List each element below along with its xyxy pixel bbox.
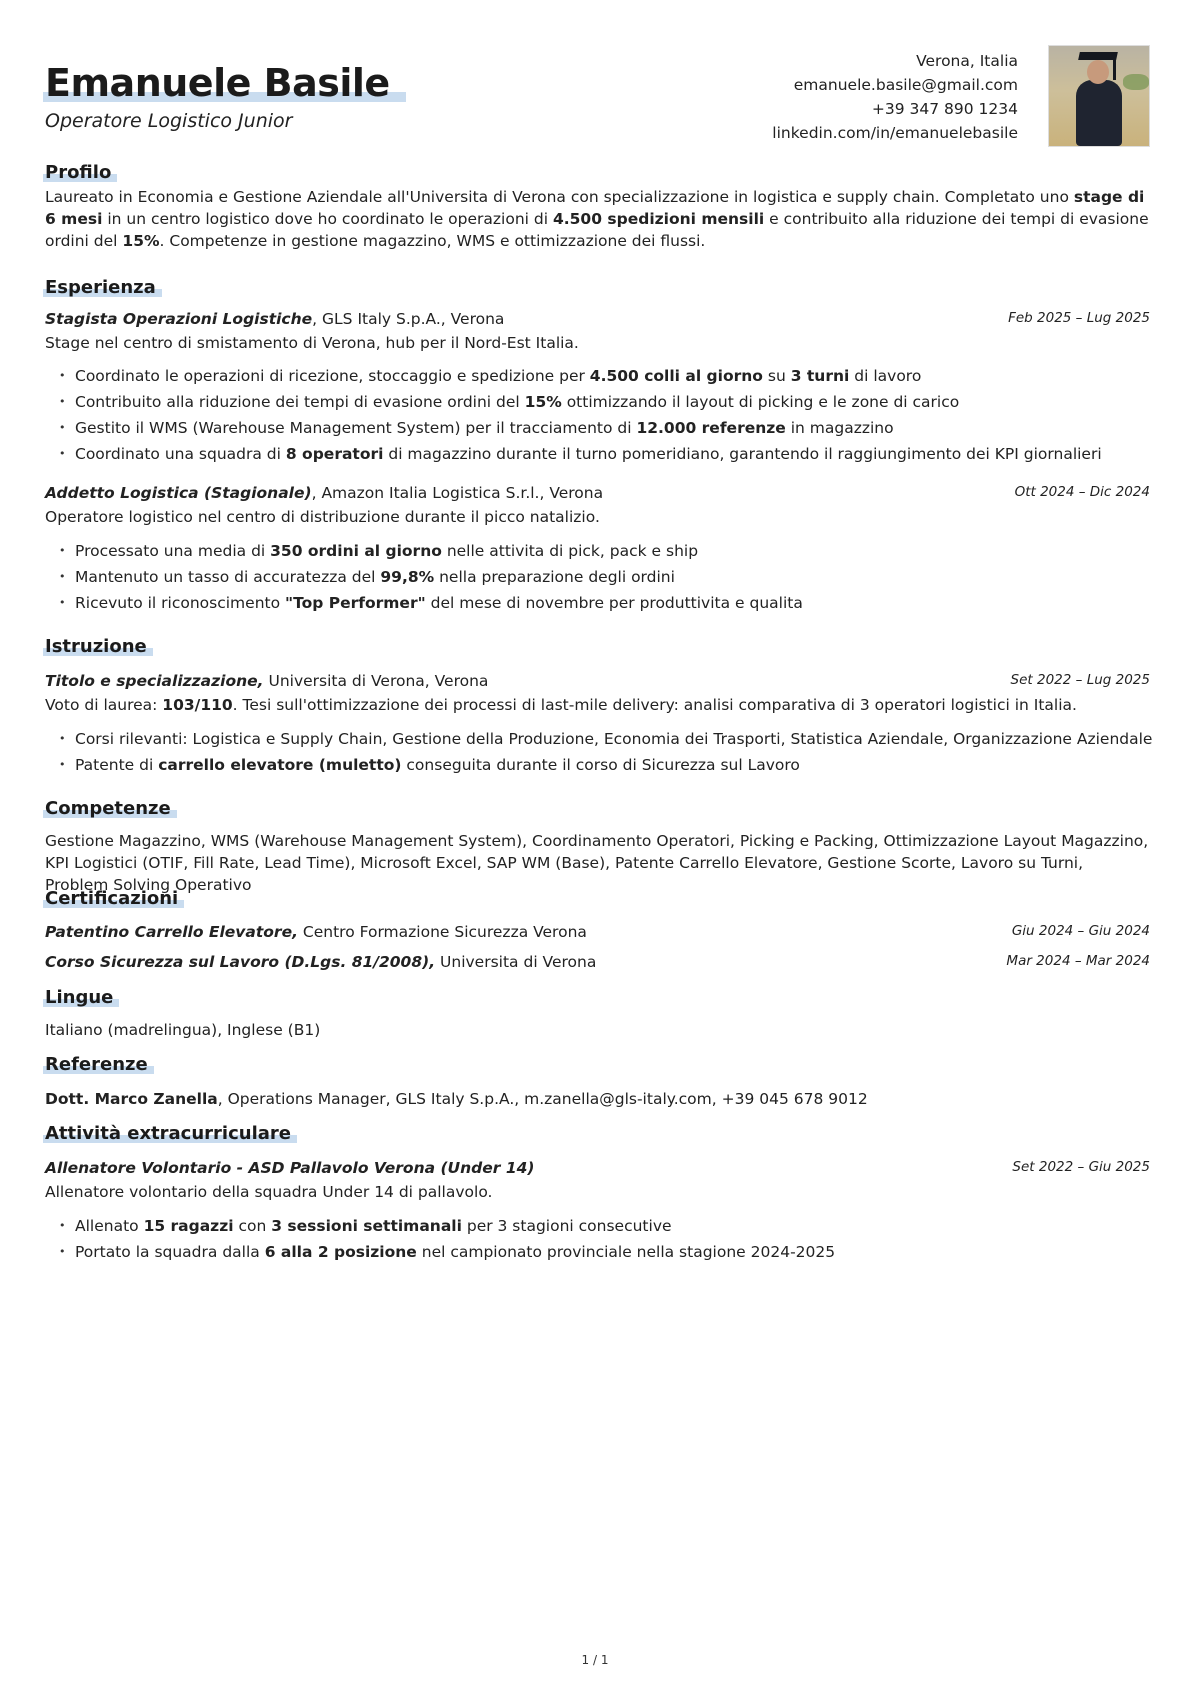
contact-linkedin[interactable]: linkedin.com/in/emanuelebasile [772,124,1018,142]
section-heading-references: Referenze [45,1054,148,1075]
certification-dates: Mar 2024 – Mar 2024 [1006,953,1150,969]
job-dates: Feb 2025 – Lug 2025 [1008,310,1150,326]
candidate-name: Emanuele Basile [45,61,390,105]
list-item: • Corsi rilevanti: Logistica e Supply Chain, Gestione della Produzione, Economia dei Trasporti, Statistica Aziendale, Organizzazione Aziendale [59,726,1152,752]
list-item: • Mantenuto un tasso di accuratezza del 99,8% nella preparazione degli ordini [59,564,803,590]
list-item: • Patente di carrello elevatore (muletto) conseguita durante il corso di Sicurezza sul Lavoro [59,752,1152,778]
job-dates: Ott 2024 – Dic 2024 [1014,484,1150,500]
skills-text: Gestione Magazzino, WMS (Warehouse Management System), Coordinamento Operatori, Picking e Packing, Ottimizzazione Layout Magazzino, KPI Logistici (OTIF, Fill Rate, Lead Time), Microsoft Excel, SAP WM (Base), Patente Carrello Elevatore, Gestione Scorte, Lavoro su Turni, Problem Solving Operativo [45,832,1149,894]
list-item: • Ricevuto il riconoscimento "Top Performer" del mese di novembre per produttivita e qualita [59,590,803,616]
contact-phone: +39 347 890 1234 [871,100,1018,118]
job-summary: Stage nel centro di smistamento di Verona, hub per il Nord-Est Italia. [45,334,579,352]
section-heading-languages: Lingue [45,987,114,1008]
contact-block [772,49,1018,145]
activity-dates: Set 2022 – Giu 2025 [1012,1159,1150,1175]
candidate-title: Operatore Logistico Junior [45,110,293,132]
job-title-line: Stagista Operazioni Logistiche, GLS Italy S.p.A., Verona [45,310,505,328]
certification-item: Patentino Carrello Elevatore, Centro Formazione Sicurezza Verona [45,923,587,941]
certification-dates: Giu 2024 – Giu 2024 [1011,923,1150,939]
job-bullets [59,363,1102,467]
section-heading-profile: Profilo [45,162,112,183]
job-title-line: Addetto Logistica (Stagionale), Amazon Italia Logistica S.r.l., Verona [45,484,604,502]
activity-bullets [59,1213,835,1265]
page-indicator: 1 / 1 [581,1653,609,1667]
list-item: • Gestito il WMS (Warehouse Management System) per il tracciamento di 12.000 referenze in magazzino [59,415,1102,441]
list-item: • Coordinato una squadra di 8 operatori di magazzino durante il turno pomeridiano, garantendo il raggiungimento dei KPI giornalieri [59,441,1102,467]
section-heading-experience: Esperienza [45,277,156,298]
job-bullets [59,538,803,616]
activity-summary: Allenatore volontario della squadra Under 14 di pallavolo. [45,1183,493,1201]
list-item: • Allenato 15 ragazzi con 3 sessioni settimanali per 3 stagioni consecutive [59,1213,835,1239]
graduation-cap-icon [1078,52,1118,60]
contact-email[interactable]: emanuele.basile@gmail.com [793,76,1018,94]
profile-photo [1048,45,1150,147]
education-title-line: Titolo e specializzazione, Universita di Verona, Verona [45,672,489,690]
certification-item: Corso Sicurezza sul Lavoro (D.Lgs. 81/2008), Universita di Verona [45,953,597,971]
profile-summary: Laureato in Economia e Gestione Aziendale all'Universita di Verona con specializzazione in logistica e supply chain. Completato uno stage di 6 mesi in un centro logistico dove ho coordinato le operazioni di 4.500 spedizioni mensili e contribuito alla riduzione dei tempi di evasione ordini del 15%. Competenze in gestione magazzino, WMS e ottimizzazione dei flussi. [45,188,1149,250]
resume-header [45,52,1150,165]
education-dates: Set 2022 – Lug 2025 [1010,672,1150,688]
job-summary: Operatore logistico nel centro di distribuzione durante il picco natalizio. [45,508,600,526]
list-item: • Processato una media di 350 ordini al giorno nelle attivita di pick, pack e ship [59,538,803,564]
contact-location: Verona, Italia [916,52,1018,70]
languages-text: Italiano (madrelingua), Inglese (B1) [45,1021,321,1039]
reference-entry: Dott. Marco Zanella, Operations Manager, GLS Italy S.p.A., m.zanella@gls-italy.com, +39 045 678 9012 [45,1090,868,1108]
section-heading-skills: Competenze [45,798,171,819]
section-heading-extracurricular: Attività extracurriculare [45,1123,291,1144]
education-summary: Voto di laurea: 103/110. Tesi sull'ottimizzazione dei processi di last-mile delivery: analisi comparativa di 3 operatori logistici in Italia. [45,696,1077,714]
section-heading-education: Istruzione [45,636,147,657]
activity-title: Allenatore Volontario - ASD Pallavolo Verona (Under 14) [45,1159,535,1177]
section-heading-certifications: Certificazioni [45,888,179,909]
list-item: • Coordinato le operazioni di ricezione, stoccaggio e spedizione per 4.500 colli al giorno su 3 turni di lavoro [59,363,1102,389]
education-bullets [59,726,1152,778]
list-item: • Contribuito alla riduzione dei tempi di evasione ordini del 15% ottimizzando il layout di picking e le zone di carico [59,389,1102,415]
list-item: • Portato la squadra dalla 6 alla 2 posizione nel campionato provinciale nella stagione 2024-2025 [59,1239,835,1265]
